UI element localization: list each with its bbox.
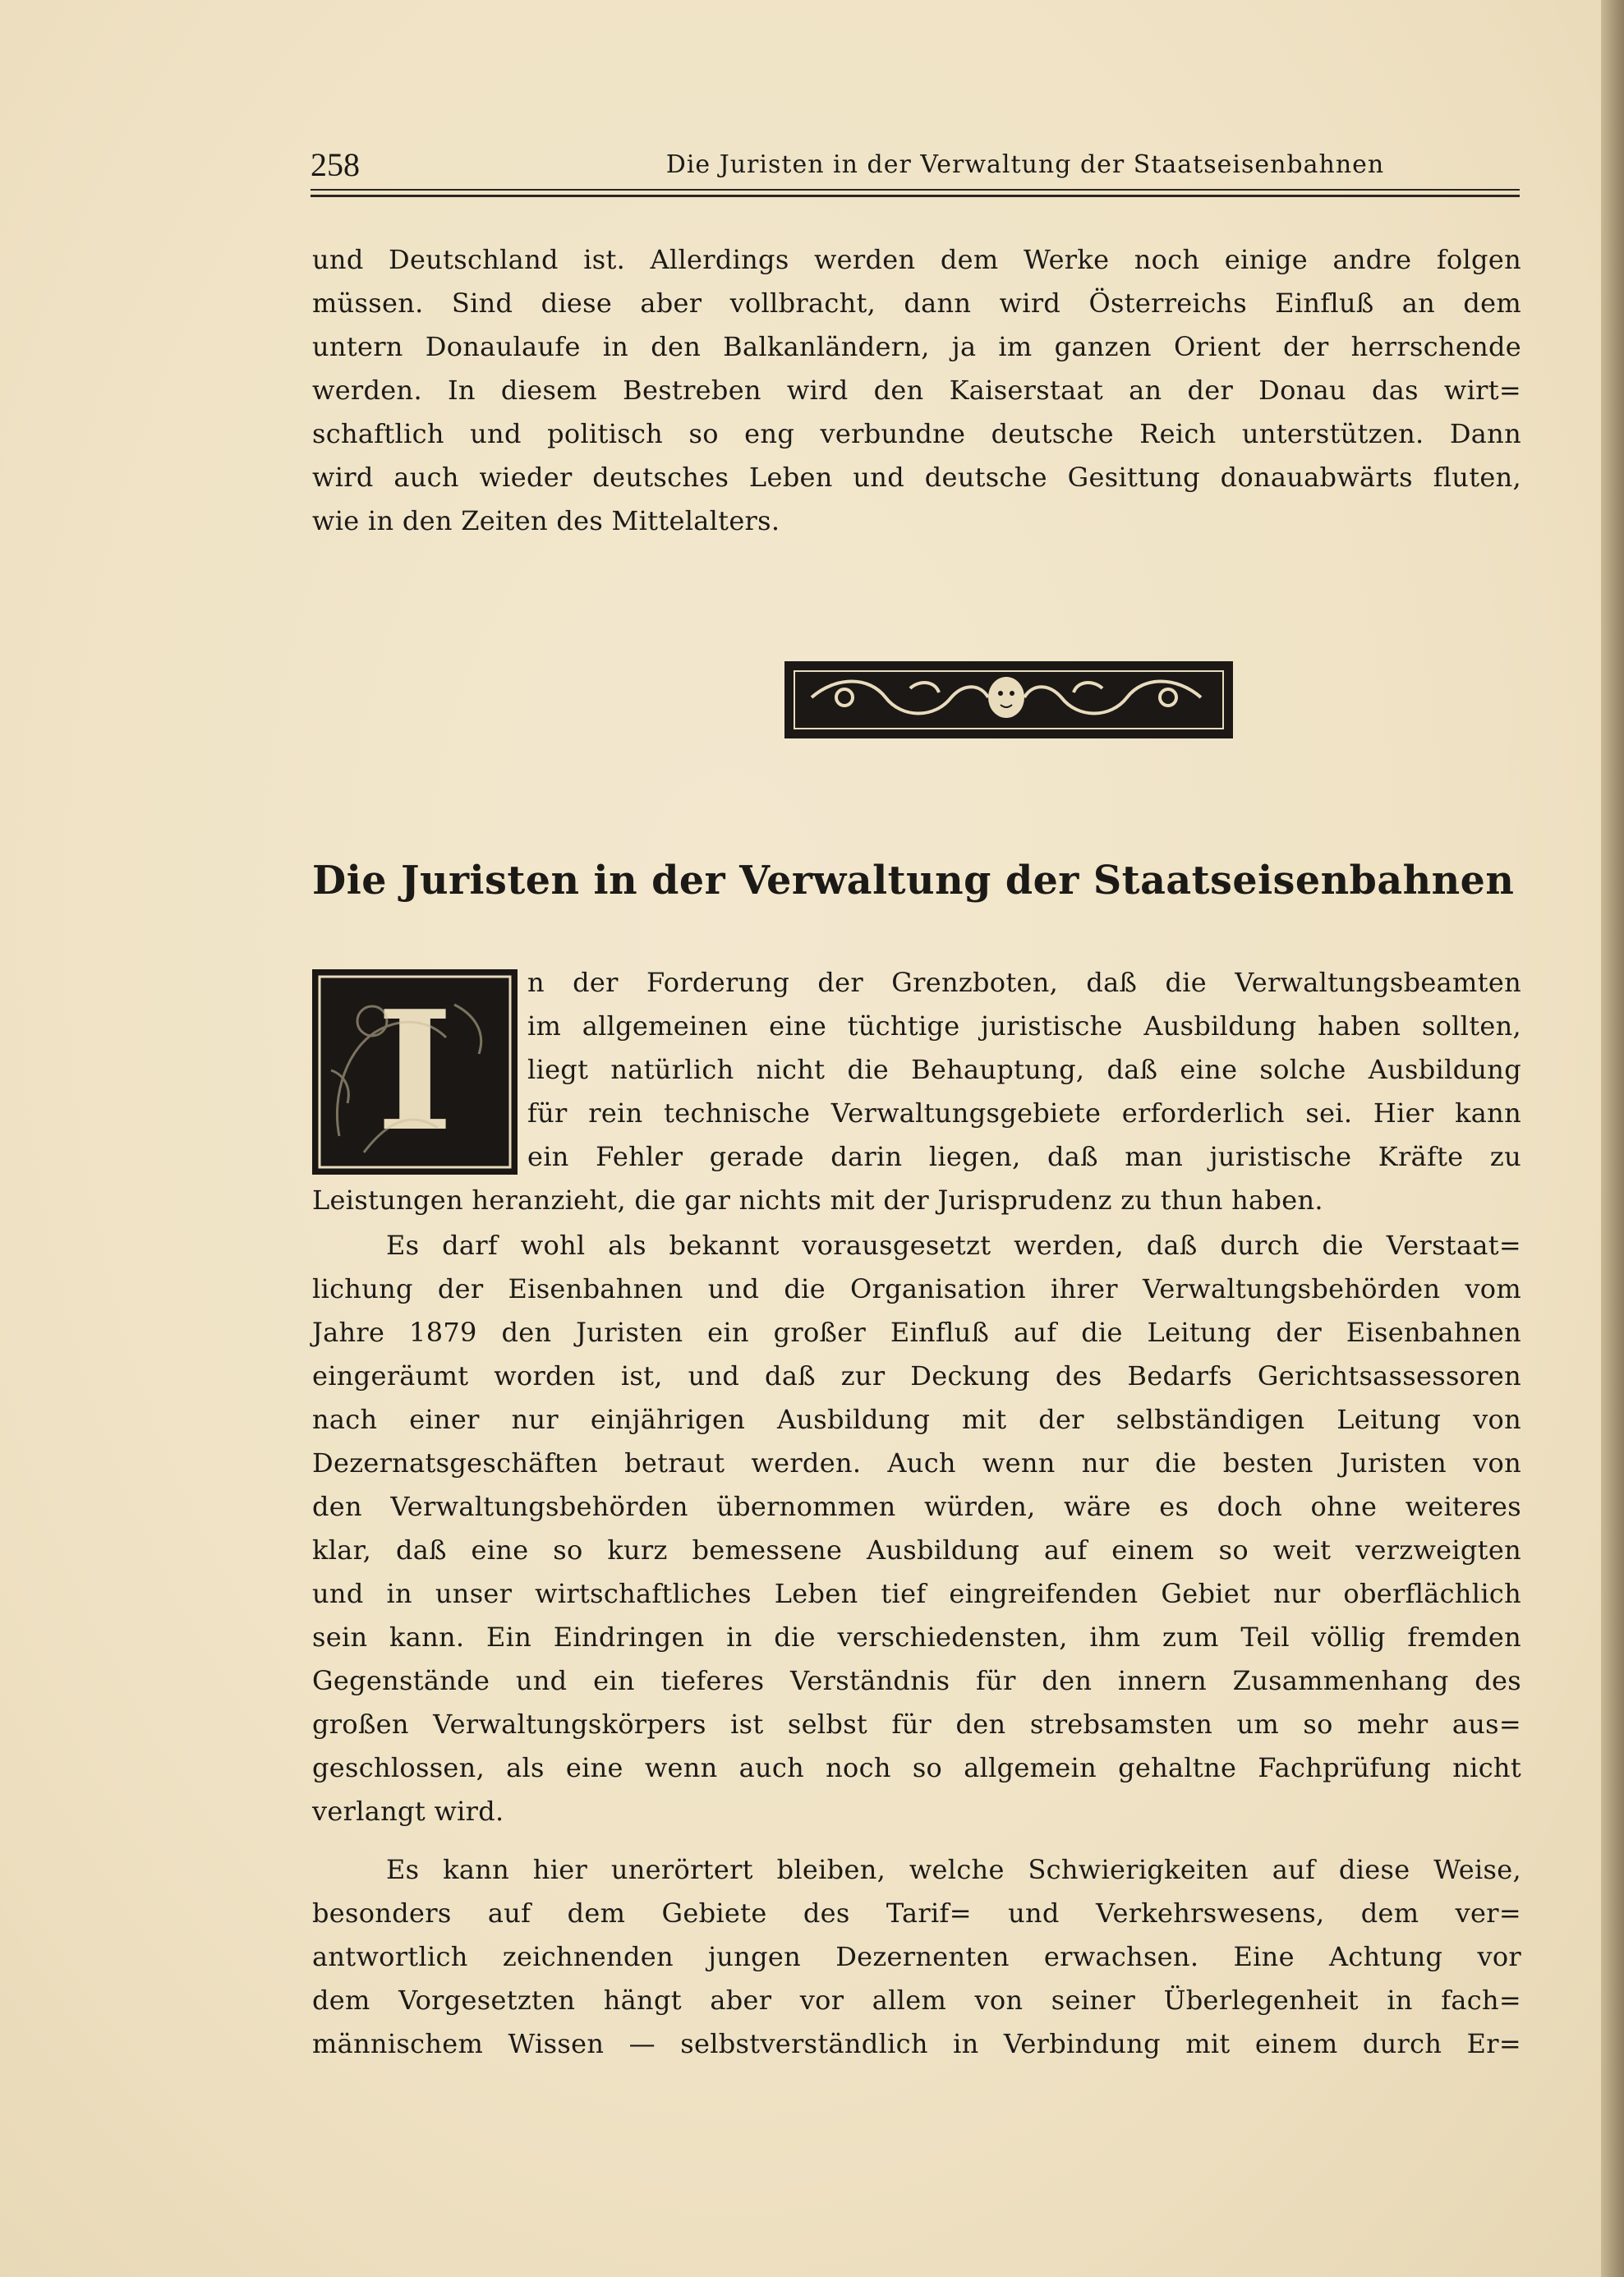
vignette-frame <box>794 670 1224 729</box>
text-line: untern Donaulaufe in den Balkanländern, ja im ganzen Orient der herrschende <box>312 331 1521 362</box>
text-line: und Deutschland ist. Allerdings werden dem Werke noch einige andre folgen <box>312 244 1521 275</box>
text-line: den Verwaltungsbehörden übernommen würden, wäre es doch ohne weiteres <box>312 1491 1521 1522</box>
running-title: Die Juristen in der Verwaltung der Staatseisenbahnen <box>665 150 1385 179</box>
text-line: und in unser wirtschaftliches Leben tief eingreifenden Gebiet nur oberflächlich <box>312 1578 1521 1609</box>
decorative-vignette <box>784 661 1233 738</box>
text-line: Gegenstände und ein tieferes Verständnis für den innern Zusammenhang des <box>312 1665 1521 1696</box>
text-line: großen Verwaltungskörpers ist selbst für den strebsamsten um so mehr aus= <box>312 1709 1521 1740</box>
paragraph-2 <box>312 961 1521 1222</box>
page-header <box>311 145 1518 186</box>
text-line: nach einer nur einjährigen Ausbildung mit der selbständigen Leitung von <box>312 1404 1521 1435</box>
text-line: männischem Wissen — selbstverständlich in Verbindung mit einem durch Er= <box>312 2028 1521 2059</box>
text-line: dem Vorgesetzten hängt aber vor allem von seiner Überlegenheit in fach= <box>312 1985 1521 2016</box>
drop-cap-letter: I <box>376 975 453 1168</box>
page-number: 258 <box>311 146 360 183</box>
text-line: schaftlich und politisch so eng verbundne deutsche Reich unterstützen. Dann <box>312 418 1521 449</box>
text-line: antwortlich zeichnenden jungen Dezernenten erwachsen. Eine Achtung vor <box>312 1941 1521 1972</box>
text-line: ein Fehler gerade darin liegen, daß man juristische Kräfte zu <box>527 1141 1521 1172</box>
text-line: wird auch wieder deutsches Leben und deutsche Gesittung donauabwärts fluten, <box>312 462 1521 493</box>
text-line: Jahre 1879 den Juristen ein großer Einfluß auf die Leitung der Eisenbahnen <box>312 1317 1521 1348</box>
text-line: Es darf wohl als bekannt vorausgesetzt werden, daß durch die Verstaat= <box>386 1230 1521 1261</box>
text-line: n der Forderung der Grenzboten, daß die Verwaltungsbeamten <box>527 967 1521 998</box>
text-line: im allgemeinen eine tüchtige juristische Ausbildung haben sollten, <box>527 1010 1521 1042</box>
text-line: werden. In diesem Bestreben wird den Kaiserstaat an der Donau das wirt= <box>312 375 1521 406</box>
text-line: verlangt wird. <box>312 1796 504 1827</box>
text-line: sein kann. Ein Eindringen in die verschiedensten, ihm zum Teil völlig fremden <box>312 1622 1521 1653</box>
text-line: eingeräumt worden ist, und daß zur Deckung des Bedarfs Gerichtsassessoren <box>312 1360 1521 1392</box>
header-rule <box>311 189 1520 191</box>
text-line: müssen. Sind diese aber vollbracht, dann wird Österreichs Einfluß an dem <box>312 288 1521 319</box>
text-line: liegt natürlich nicht die Behauptung, daß eine solche Ausbildung <box>527 1054 1521 1085</box>
vignette-ornament-icon <box>795 672 1217 723</box>
text-line: Es kann hier unerörtert bleiben, welche Schwierigkeiten auf diese Weise, <box>386 1854 1521 1885</box>
page-binding-edge <box>1601 0 1624 2277</box>
text-line: Dezernatsgeschäften betraut werden. Auch wenn nur die besten Juristen von <box>312 1447 1521 1479</box>
paragraph-4 <box>312 1848 1521 2066</box>
paragraph-1 <box>312 238 1521 543</box>
text-line: geschlossen, als eine wenn auch noch so allgemein gehaltne Fachprüfung nicht <box>312 1752 1521 1783</box>
text-line: Leistungen heranzieht, die gar nichts mit der Jurisprudenz zu thun haben. <box>312 1184 1323 1216</box>
text-line: besonders auf dem Gebiete des Tarif= und Verkehrswesens, dem ver= <box>312 1898 1521 1929</box>
text-line: wie in den Zeiten des Mittelalters. <box>312 505 780 536</box>
section-title: Die Juristen in der Verwaltung der Staatseisenbahnen <box>312 858 1515 904</box>
text-line: klar, daß eine so kurz bemessene Ausbildung auf einem so weit verzweigten <box>312 1534 1521 1566</box>
text-line: für rein technische Verwaltungsgebiete erforderlich sei. Hier kann <box>527 1097 1521 1129</box>
header-rule <box>311 195 1520 197</box>
text-line: lichung der Eisenbahnen und die Organisation ihrer Verwaltungsbehörden vom <box>312 1273 1521 1304</box>
paragraph-3 <box>312 1224 1521 1833</box>
